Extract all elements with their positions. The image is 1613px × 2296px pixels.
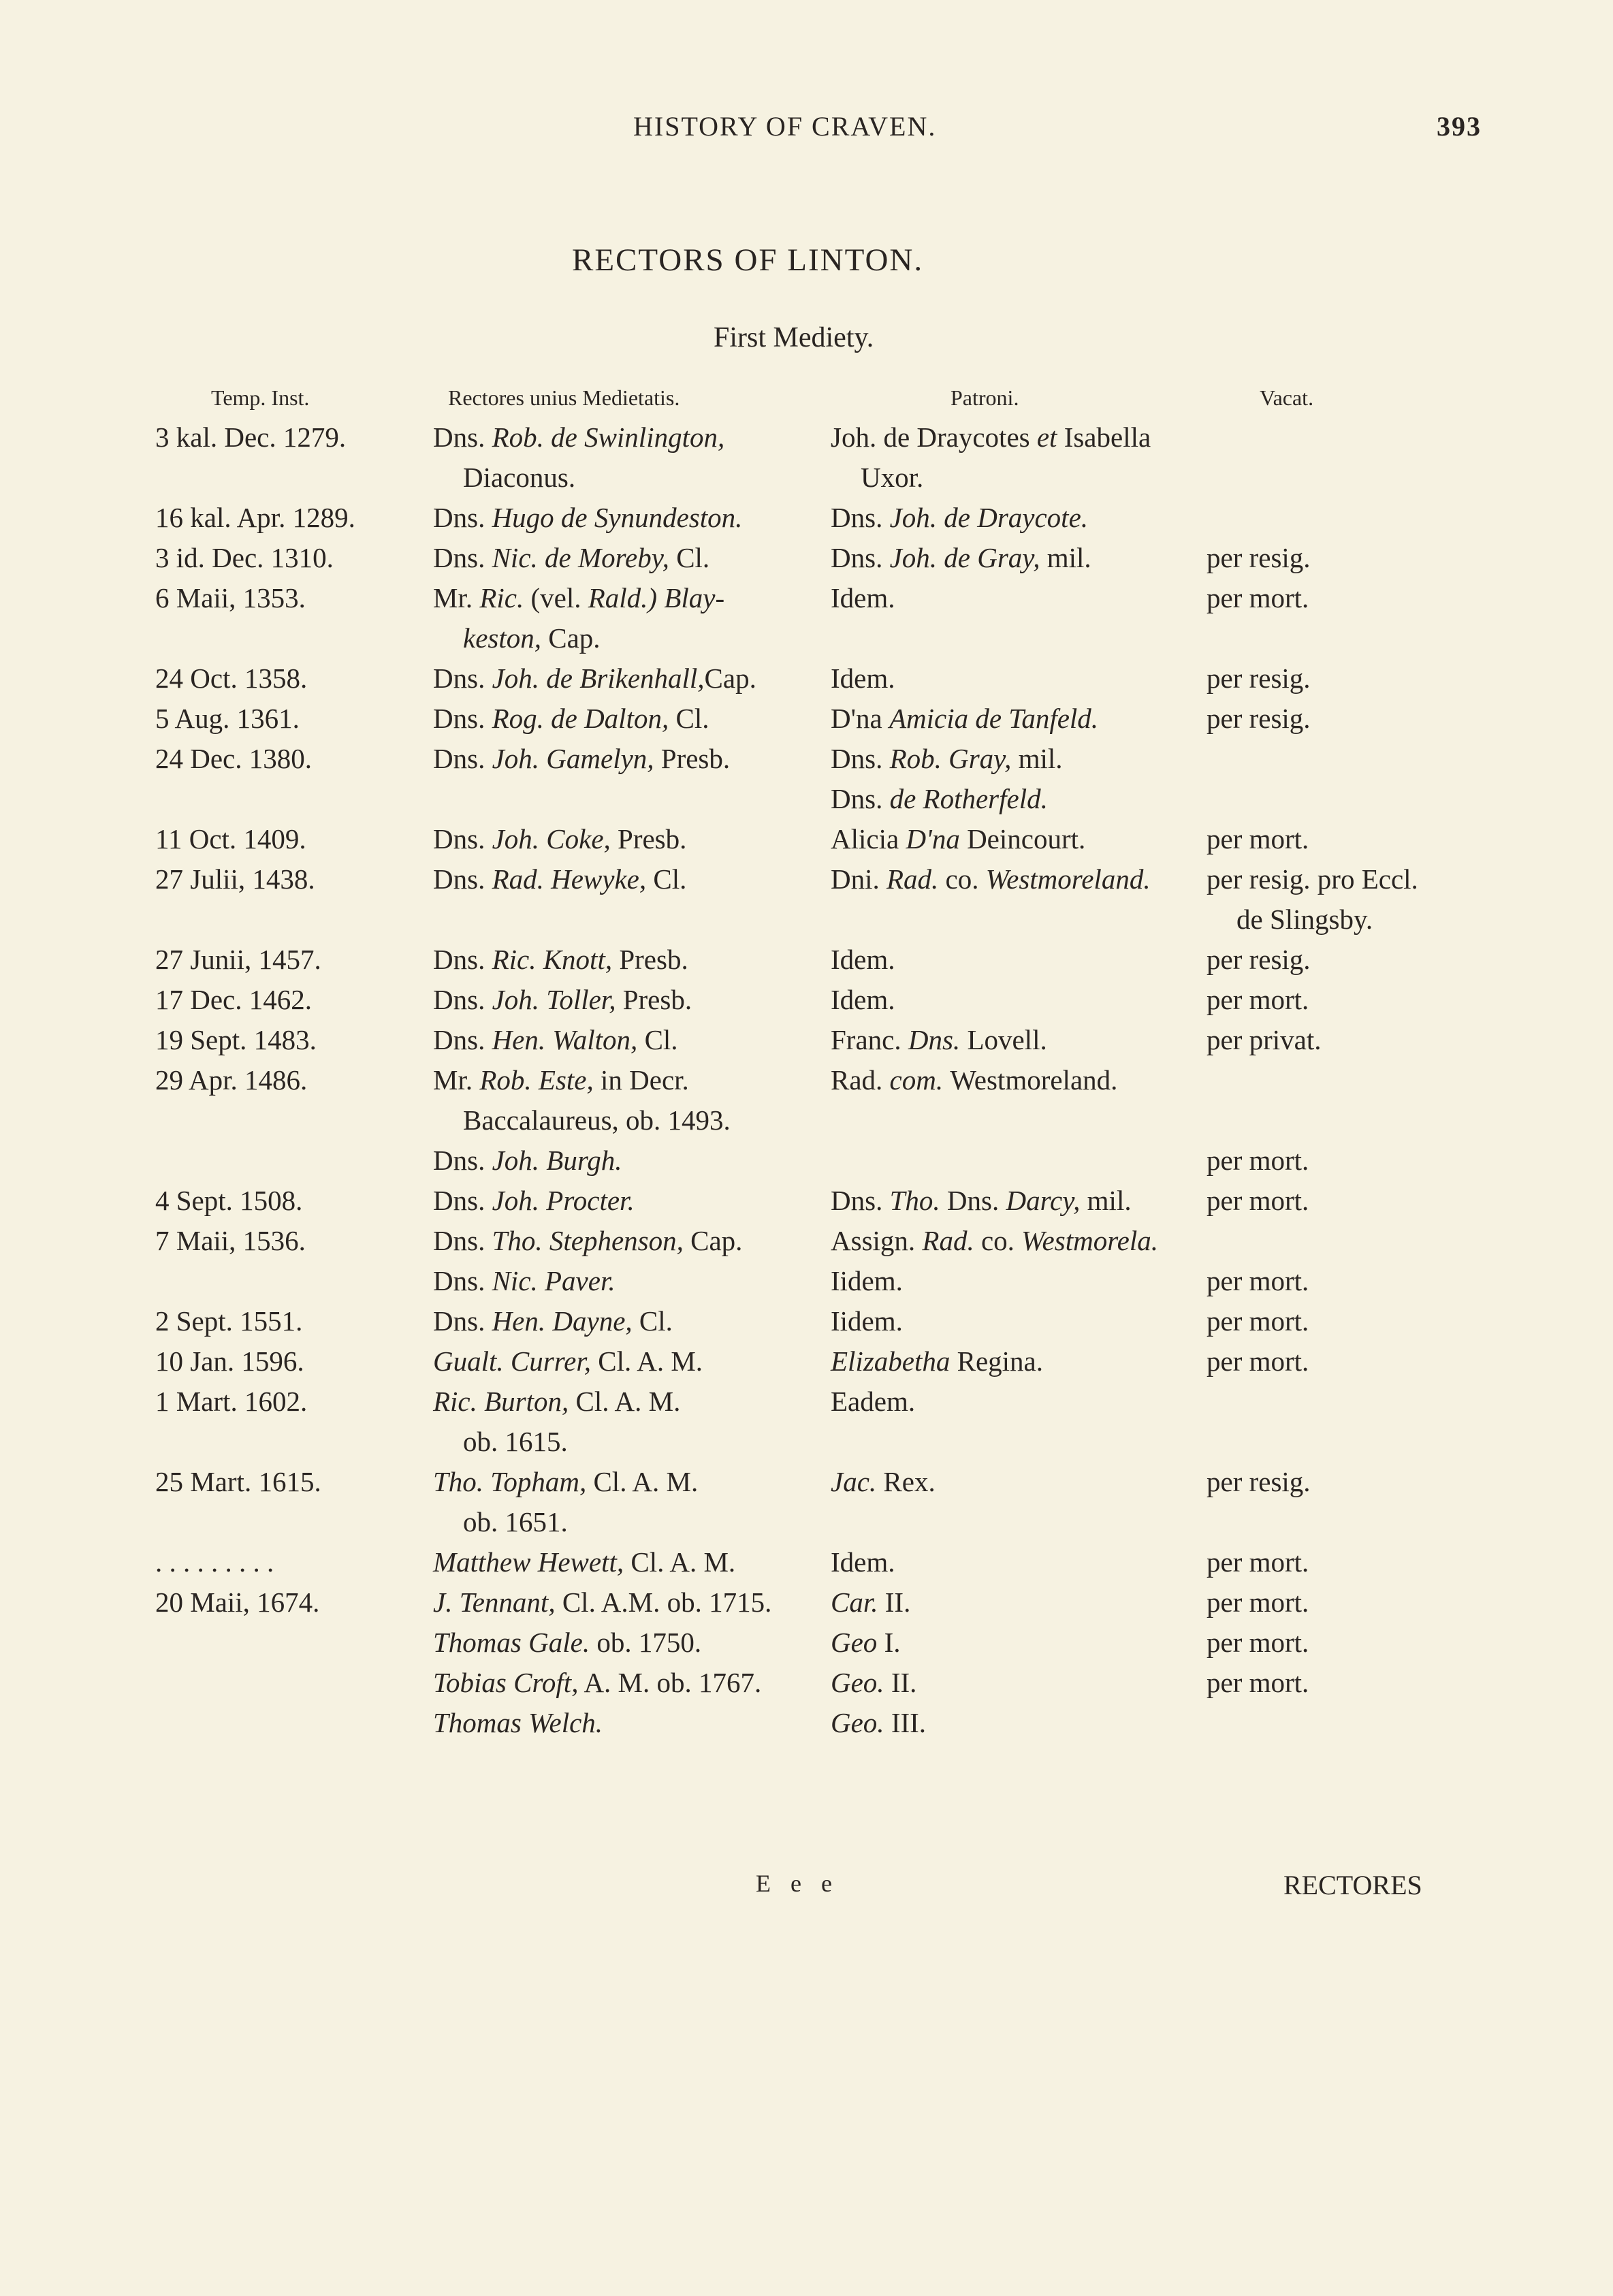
rector-cell: Dns. Hen. Dayne, Cl. [433, 1305, 673, 1337]
table-row [0, 662, 1613, 702]
date-cell: 27 Junii, 1457. [155, 944, 321, 975]
table-row [0, 501, 1613, 541]
patron-cell: Franc. Dns. Lovell. [831, 1024, 1047, 1055]
rector-cell: Dns. Joh. de Brikenhall,Cap. [433, 663, 756, 694]
patron-cell: Geo I. [831, 1627, 901, 1658]
column-header-vacat: Vacat. [1260, 385, 1314, 410]
catchword: RECTORES [1283, 1870, 1422, 1900]
date-cell: 11 Oct. 1409. [155, 823, 306, 855]
date-cell: 24 Oct. 1358. [155, 663, 308, 694]
table-row [0, 1144, 1613, 1184]
page-title: RECTORS OF LINTON. [572, 242, 924, 278]
page-number: 393 [1437, 111, 1482, 142]
vacat-cell: per mort. [1207, 1265, 1309, 1296]
date-cell: 3 kal. Dec. 1279. [155, 421, 347, 453]
table-row [0, 1546, 1613, 1586]
vacat-cell: per resig. [1207, 1466, 1311, 1497]
table-row [0, 1465, 1613, 1546]
date-cell: 19 Sept. 1483. [155, 1024, 317, 1055]
date-cell: 3 id. Dec. 1310. [155, 542, 334, 573]
rector-cell-continued: Diaconus. [463, 462, 576, 493]
date-cell: 24 Dec. 1380. [155, 743, 313, 774]
rector-cell: Mr. Ric. (vel. Rald.) Blay- [433, 582, 725, 613]
vacat-cell: per mort. [1207, 1145, 1309, 1176]
patron-cell: Alicia D'na Deincourt. [831, 823, 1086, 855]
vacat-cell: per mort. [1207, 1587, 1309, 1618]
rector-cell: Dns. Rog. de Dalton, Cl. [433, 703, 709, 734]
table-row [0, 1345, 1613, 1385]
rector-cell: Dns. Joh. Gamelyn, Presb. [433, 743, 731, 774]
patron-cell: Dns. Joh. de Draycote. [831, 502, 1089, 533]
patron-cell: Rad. com. Westmoreland. [831, 1064, 1118, 1096]
rector-cell: Dns. Joh. Toller, Presb. [433, 984, 692, 1015]
vacat-cell: per mort. [1207, 582, 1309, 613]
patron-cell: Dns. Rob. Gray, mil. [831, 743, 1063, 774]
date-cell: 25 Mart. 1615. [155, 1466, 321, 1497]
table-row [0, 1264, 1613, 1305]
patron-cell: Iidem. [831, 1265, 903, 1296]
table-row [0, 742, 1613, 823]
signature-mark: E e e [756, 1870, 839, 1897]
rector-cell: J. Tennant, Cl. A.M. ob. 1715. [433, 1587, 772, 1618]
section-subtitle: First Mediety. [714, 322, 874, 353]
rector-cell: Dns. Nic. Paver. [433, 1265, 616, 1296]
rector-cell-continued: Baccalaureus, ob. 1493. [463, 1104, 731, 1136]
vacat-cell: per mort. [1207, 1305, 1309, 1337]
rector-cell: Dns. Joh. Procter. [433, 1185, 635, 1216]
table-row [0, 541, 1613, 581]
running-title: HISTORY OF CRAVEN. [633, 111, 937, 142]
vacat-cell: per mort. [1207, 1627, 1309, 1658]
rectors-table [0, 421, 1613, 1747]
patron-cell: Car. II. [831, 1587, 911, 1618]
vacat-cell: per mort. [1207, 823, 1309, 855]
date-cell: 27 Julii, 1438. [155, 863, 315, 895]
vacat-cell: per mort. [1207, 984, 1309, 1015]
date-cell: 4 Sept. 1508. [155, 1185, 303, 1216]
patron-cell: Joh. de Draycotes et Isabella [831, 421, 1151, 453]
vacat-cell: per mort. [1207, 1185, 1309, 1216]
patron-cell: Dns. Joh. de Gray, mil. [831, 542, 1091, 573]
table-row [0, 421, 1613, 501]
vacat-cell-continued: de Slingsby. [1236, 904, 1373, 935]
vacat-cell: per mort. [1207, 1667, 1309, 1698]
vacat-cell: per resig. [1207, 663, 1311, 694]
patron-cell: Iidem. [831, 1305, 903, 1337]
vacat-cell: per resig. [1207, 944, 1311, 975]
patron-cell-continued: Uxor. [861, 462, 924, 493]
table-row [0, 983, 1613, 1023]
rector-cell: Matthew Hewett, Cl. A. M. [433, 1546, 736, 1578]
rector-cell: Dns. Hugo de Synundeston. [433, 502, 743, 533]
vacat-cell: per privat. [1207, 1024, 1322, 1055]
vacat-cell: per resig. [1207, 703, 1311, 734]
column-header-patroni: Patroni. [951, 385, 1019, 410]
date-cell: 6 Maii, 1353. [155, 582, 306, 613]
patron-cell: D'na Amicia de Tanfeld. [831, 703, 1099, 734]
patron-cell: Eadem. [831, 1386, 916, 1417]
vacat-cell: per resig. [1207, 542, 1311, 573]
patron-cell: Dni. Rad. co. Westmoreland. [831, 863, 1151, 895]
table-row [0, 1626, 1613, 1666]
rector-cell: Ric. Burton, Cl. A. M. [433, 1386, 681, 1417]
table-row [0, 1305, 1613, 1345]
rector-cell-continued: ob. 1651. [463, 1506, 568, 1537]
table-row [0, 1385, 1613, 1465]
rector-cell: Dns. Tho. Stephenson, Cap. [433, 1225, 743, 1256]
rector-cell: Thomas Welch. [433, 1707, 603, 1738]
patron-cell: Dns. Tho. Dns. Darcy, mil. [831, 1185, 1132, 1216]
rector-cell: Tobias Croft, A. M. ob. 1767. [433, 1667, 762, 1698]
patron-cell: Idem. [831, 944, 895, 975]
rector-cell: Dns. Ric. Knott, Presb. [433, 944, 688, 975]
date-cell: 29 Apr. 1486. [155, 1064, 308, 1096]
rector-cell-continued: keston, Cap. [463, 622, 601, 654]
table-row [0, 823, 1613, 863]
rector-cell: Dns. Joh. Burgh. [433, 1145, 622, 1176]
rector-cell: Dns. Rad. Hewyke, Cl. [433, 863, 687, 895]
patron-cell: Elizabetha Regina. [831, 1345, 1044, 1377]
rector-cell: Gualt. Currer, Cl. A. M. [433, 1345, 703, 1377]
patron-cell: Geo. III. [831, 1707, 927, 1738]
date-cell: 5 Aug. 1361. [155, 703, 300, 734]
table-row [0, 1064, 1613, 1144]
date-cell: 20 Maii, 1674. [155, 1587, 320, 1618]
table-row [0, 1666, 1613, 1706]
rector-cell: Mr. Rob. Este, in Decr. [433, 1064, 689, 1096]
rector-cell: Dns. Rob. de Swinlington, [433, 421, 725, 453]
date-cell: 1 Mart. 1602. [155, 1386, 308, 1417]
table-row [0, 1706, 1613, 1747]
patron-cell: Idem. [831, 984, 895, 1015]
rector-cell: Dns. Nic. de Moreby, Cl. [433, 542, 710, 573]
date-cell: 17 Dec. 1462. [155, 984, 313, 1015]
patron-cell: Idem. [831, 1546, 895, 1578]
patron-cell: Assign. Rad. co. Westmorela. [831, 1225, 1158, 1256]
vacat-cell: per mort. [1207, 1546, 1309, 1578]
table-row [0, 1586, 1613, 1626]
date-cell: 10 Jan. 1596. [155, 1345, 304, 1377]
date-cell: 2 Sept. 1551. [155, 1305, 303, 1337]
date-cell: . . . . . . . . . [155, 1546, 274, 1578]
rector-cell: Thomas Gale. ob. 1750. [433, 1627, 702, 1658]
table-row [0, 702, 1613, 742]
vacat-cell: per mort. [1207, 1345, 1309, 1377]
vacat-cell: per resig. pro Eccl. [1207, 863, 1418, 895]
table-row [0, 1224, 1613, 1264]
date-cell: 16 kal. Apr. 1289. [155, 502, 355, 533]
date-cell: 7 Maii, 1536. [155, 1225, 306, 1256]
rector-cell: Dns. Joh. Coke, Presb. [433, 823, 687, 855]
patron-cell: Geo. II. [831, 1667, 917, 1698]
patron-cell: Idem. [831, 663, 895, 694]
table-row [0, 1023, 1613, 1064]
patron-cell: Idem. [831, 582, 895, 613]
column-header-rectores: Rectores unius Medietatis. [448, 385, 680, 410]
rector-cell-continued: ob. 1615. [463, 1426, 568, 1457]
patron-cell: Jac. Rex. [831, 1466, 936, 1497]
rector-cell: Tho. Topham, Cl. A. M. [433, 1466, 699, 1497]
column-header-temp: Temp. Inst. [211, 385, 310, 410]
patron-cell-continued: Dns. de Rotherfeld. [831, 783, 1048, 814]
table-row [0, 1184, 1613, 1224]
rector-cell: Dns. Hen. Walton, Cl. [433, 1024, 678, 1055]
table-row [0, 863, 1613, 943]
table-row [0, 943, 1613, 983]
table-row [0, 581, 1613, 662]
